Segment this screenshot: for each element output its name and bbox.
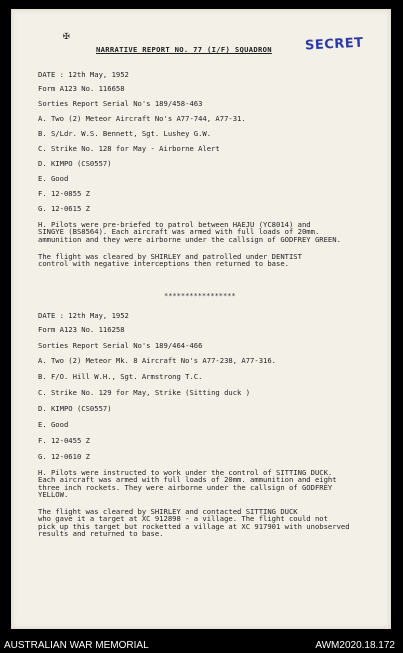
report2-h-line: Each aircraft was armed with full loads of 20mm. ammunition and eight	[38, 475, 337, 485]
report2-result-line: who gave it a target at XC 912898 - a village. The flight could not	[38, 514, 328, 524]
report2-serial: Sorties Report Serial No's 189/464-466	[38, 341, 203, 350]
report2-item-a: A. Two (2) Meteor Mk. 8 Aircraft No's A77-238, A77-316.	[38, 356, 276, 365]
report1-result-line: The flight was cleared by SHIRLEY and patrolled under DENTIST	[38, 252, 302, 261]
report2-item-b: B. F/O. Hill W.H., Sgt. Armstrong T.C.	[38, 372, 203, 381]
footer-accession-number: AWM2020.18.172	[315, 640, 395, 651]
report1-result	[38, 253, 378, 268]
handwritten-mark: ✠	[63, 29, 70, 42]
report2-result-line: pick up this target but rocketted a village at XC 917901 with unobserved	[38, 521, 350, 531]
secret-stamp: SECRET	[304, 35, 364, 54]
report-title: NARRATIVE REPORT NO. 77 (I/F) SQUADRON	[96, 45, 272, 54]
section-separator: *****************	[164, 292, 236, 300]
report1-form: Form A123 No. 116658	[38, 84, 125, 93]
report2-item-f: F. 12-0455 Z	[38, 436, 90, 445]
report2-h-line: YELLOW.	[38, 490, 69, 500]
report2-item-d: D. KIMPO (CS0557)	[38, 404, 112, 413]
report1-date: DATE : 12th May, 1952	[38, 70, 129, 79]
report1-item-a: A. Two (2) Meteor Aircraft No's A77-744, A77-31.	[38, 114, 246, 123]
report1-item-d: D. KIMPO (CS0557)	[38, 159, 112, 168]
report2-form: Form A123 No. 116258	[38, 325, 125, 334]
report1-item-c: C. Strike No. 128 for May - Airborne Alert	[38, 144, 220, 153]
report1-h-line: SINGYE (BS8564). Each aircraft was armed with full loads of 20mm.	[38, 227, 320, 237]
report1-serial: Sorties Report Serial No's 189/458-463	[38, 99, 203, 108]
report2-result-line: The flight was cleared by SHIRLEY and contacted SITTING DUCK	[38, 507, 298, 516]
report2-item-c: C. Strike No. 129 for May, Strike (Sitting duck )	[38, 388, 251, 397]
footer-credit: AUSTRALIAN WAR MEMORIAL	[4, 640, 149, 651]
report1-item-h	[38, 221, 378, 243]
report2-h-line: H. Pilots were instructed to work under the control of SITTING DUCK.	[38, 468, 333, 477]
report1-h-line: ammunition and they were airborne under the callsign of GODFREY GREEN.	[38, 234, 341, 244]
report2-item-h	[38, 469, 378, 499]
report1-result-line: control with negative interceptions then returned to base.	[38, 259, 289, 269]
report1-item-e: E. Good	[38, 174, 69, 183]
report1-item-g: G. 12-0615 Z	[38, 204, 90, 213]
report1-h-line: H. Pilots were pre-briefed to patrol between HAEJU (YC8014) and	[38, 220, 311, 229]
report2-item-e: E. Good	[38, 420, 69, 429]
report2-result-line: results and returned to base.	[38, 529, 164, 539]
report2-item-g: G. 12-0610 Z	[38, 452, 90, 461]
report2-result	[38, 508, 378, 538]
report1-item-f: F. 12-0855 Z	[38, 189, 90, 198]
report2-h-line: three inch rockets. They were airborne under the callsign of GODFREY	[38, 482, 333, 492]
report1-item-b: B. S/Ldr. W.S. Bennett, Sgt. Lushey G.W.	[38, 129, 212, 138]
report2-date: DATE : 12th May, 1952	[38, 311, 129, 320]
document-page	[11, 9, 391, 629]
